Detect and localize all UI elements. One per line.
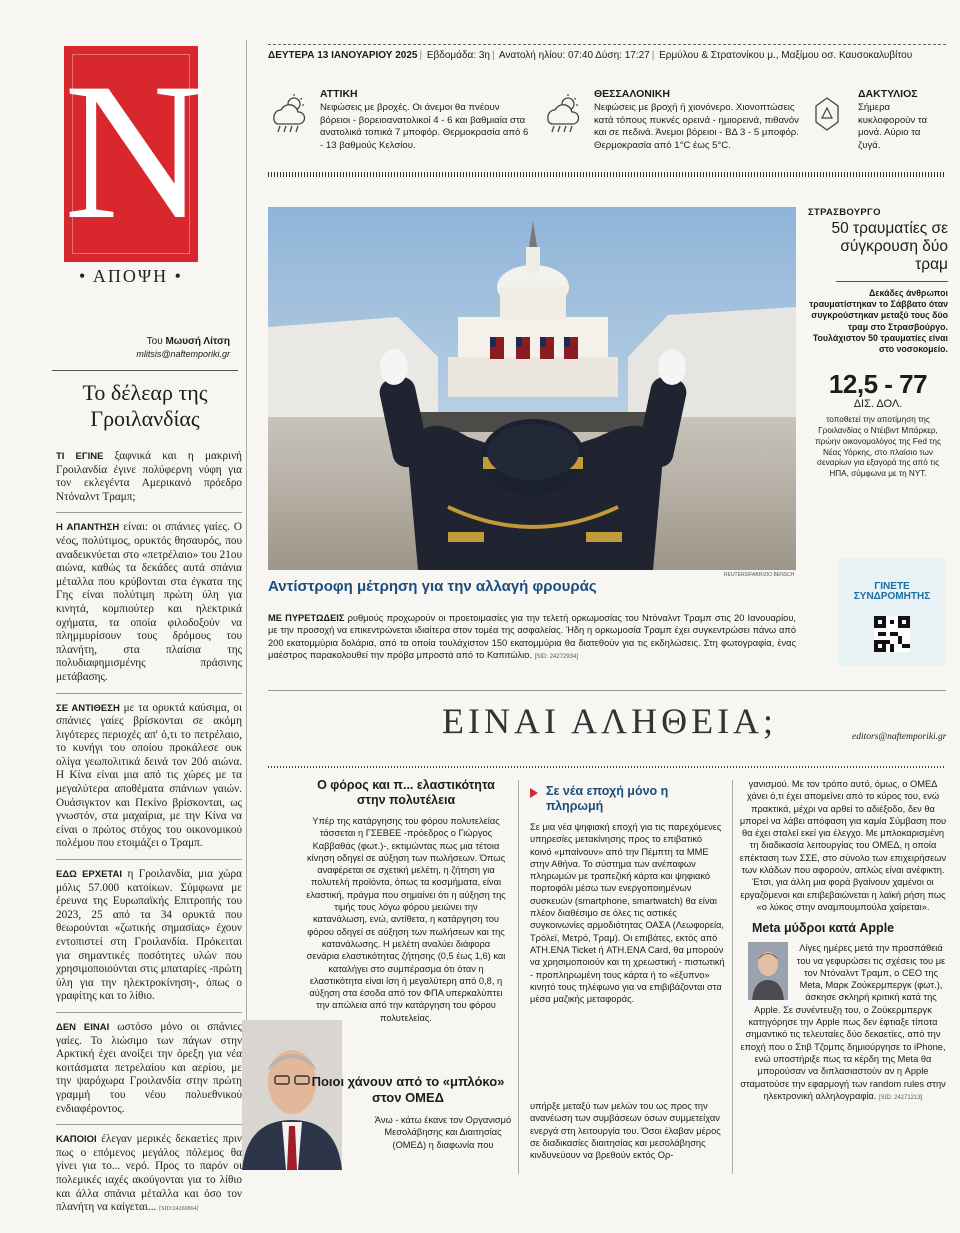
qr-code-icon[interactable]	[874, 616, 910, 652]
sidebar-title: 50 τραυματίες σε σύγκρουση δύο τραμ	[831, 220, 948, 273]
naftemporiki-logo	[64, 43, 206, 262]
weather-city: ΔΑΚΤΥΛΙΟΣ	[858, 88, 918, 100]
weather-city: ΘΕΣΣΑΛΟΝΙΚΗ	[594, 88, 670, 100]
traffic-ring-icon	[806, 92, 848, 134]
section-title: ΕΙΝΑΙ ΑΛΗΘΕΙΑ;	[442, 701, 778, 741]
promo-title[interactable]: ΓΙΝΕΤΕ ΣΥΝΔΡΟΜΗΤΗΣ	[853, 581, 931, 602]
article-payment	[530, 784, 726, 1005]
article-omed	[300, 1074, 516, 1151]
opinion-paragraph: Η ΑΠΑΝΤΗΣΗ είναι: οι σπάνιες γαίες. Ο νέος, πολύτιμος, ορυκτός θησαυρός, που αναδεικνύεται στο «πετρέλαιο» του 21ου αιώνα, καθώς τα δεκάδες αυτά σπάνια μέταλλα που κρύβονται στα έγκατα της Γης είναι πολύτιμη πρώτη ύλη για κινητά, κομπιούτερ και ηλεκτρικά οχήματα, τα οποία φιλοδοξούν να πλημμυρίσουν τους δρόμους του πλανήτη, στα πλαίσια της πολυδιαφημισμένης πράσινης μετάβασης.	[56, 521, 242, 693]
opinion-paragraph: ΚΑΠΟΙΟΙ έλεγαν μερικές δεκαετίες πριν πως ο επόμενος μεγάλος πόλεμος θα γίνει για το... νερό. Προς το παρόν οι πολεμικές ιαχές ακούγονται για το λίθιο και άλλα σπάνια μέταλλα και όσο τον πλανήτη να καίγεται... [SID:24260864]	[56, 1133, 242, 1214]
section-label-opinion: • ΑΠΟΨΗ •	[79, 266, 183, 286]
logo-letter: N	[64, 43, 206, 260]
opinion-column	[52, 40, 243, 1214]
subscribe-promo[interactable]	[838, 558, 946, 666]
photo-credit: REUTERS/FABRIZIO BENSCH	[724, 572, 795, 578]
byline-email[interactable]: mlitsis@naftemporiki.gr	[136, 349, 230, 359]
byline	[52, 336, 230, 361]
weather-text: Νεφώσεις με βροχή ή χιονόνερο. Χιονοπτώσεις κατά τόπους πυκνές ορεινά - ημιορεινά, πιθανόν και σε πεδινά. Άνεμοι βόρειοι - ΒΔ 3 - 5 μποφόρ. Θερμοκρασία από 1°C έως 5°C.	[594, 102, 799, 151]
main-photo-capitol	[268, 207, 796, 570]
column-divider	[246, 40, 247, 1170]
divider	[268, 766, 946, 768]
divider	[836, 281, 948, 282]
article-continued: γανισμού. Με τον τρόπο αυτό, όμως, ο ΟΜΕΔ χάνει ό,τι έχει απομείνει από το κύρος του, ενώ πρακτικά, μέχρι να αρθεί το αδιέξοδο, δεν θα μπορεί να λάβει απόφαση για καμία Σύμβαση που θα έχει σταλεί εκεί για έλεγχο. Με μπλοκαρισμένη τη διαδικασία λειτουργίας του ΟΜΕΔ, η οποία επέκταση των ΣΣΕ, στο σύνολο των επιχειρήσεων των κλάδων που αφορούν, απλώς είναι ανέφικτη. Έτσι, για άλλη μια φορά βγαίνουν χαμένοι οι εργαζόμενοι και επιβεβαιώνεται η λαϊκή ρήση πως «ο λύκος στην αναμπουμπούλα χαίρεται».	[739, 779, 947, 912]
byline-author: Μωυσή Λίτση	[165, 336, 230, 347]
article-meta-apple	[738, 778, 948, 1104]
sun-times: Ανατολή ηλίου: 07:40 Δύση: 17:27	[498, 50, 650, 61]
sidebar-news	[808, 207, 948, 480]
cloud-snow-icon	[542, 92, 584, 134]
cloud-rain-sun-icon	[268, 92, 310, 134]
opinion-paragraph: ΕΔΩ ΕΡΧΕΤΑΙ η Γροιλανδία, μια χώρα μόλις 57.000 κατοίκων. Σύμφωνα με έρευνα της Ευρωπαϊκής Επιτροπής του 2023, 25 από τα 34 ορυκτά που θεωρούνται «ζωτικής σημασίας» έχουν εντοπιστεί στη Γροιλανδία. Πρόκειται για σημαντικές ποσότητες υλών που χρησιμοποιούνται στις μπαταρίες -πρώτη ύλη για την ηλεκτροκίνηση-, όπως ο γραφίτης και το λίθιο.	[56, 868, 242, 1013]
article-omed-continued	[530, 1100, 726, 1161]
divider	[52, 370, 238, 371]
opinion-body	[56, 450, 242, 1233]
column-divider	[518, 780, 519, 1174]
article-headline: Ποιοι χάνουν από το «μπλόκο» στον ΟΜΕΔ	[311, 1074, 505, 1105]
article-body: Υπέρ της κατάργησης του φόρου πολυτελείας τάσσεται η ΓΣΕΒΕΕ -πρόεδρος ο Γιώργος Καββαθάς (φωτ.)-, εκτιμώντας πως μια τέτοια κίνηση οδηγεί σε αύξηση των πωλήσεων. Όπως αναφέρεται σε σχετική μελέτη, η ζήτηση για πολυτελή προϊόντα, όπως τα κοσμήματα, είναι ελαστική, πράγμα που σημαίνει ότι η αύξηση της τιμής τους λόγω φόρου μειώνει την κατανάλωση, ενώ, αντίθετα, η κατάργηση του φόρου οδηγεί σε αύξηση των πωλήσεων και της κατανάλωσης. Η μελέτη αναλύει διάφορα σενάρια ελαστικότητας ζήτησης (0,5 έως 1,6) και καταλήγει στο συμπέρασμα ότι όταν η ελαστικότητα είναι ίση ή μεγαλύτερη από 0,8, η αύξηση στα έσοδα από τον ΦΠΑ υπερκαλύπτει την απώλεια από την κατάργηση του φόρου πολυτελείας.	[306, 816, 506, 1023]
article-headline: Σε νέα εποχή μόνο η πληρωμή	[530, 784, 726, 814]
date-bar: ΔΕΥΤΕΡΑ 13 ΙΑΝΟΥΑΡΙΟΥ 2025 | Εβδομάδα: 3η | Ανατολή ηλίου: 07:40 Δύση: 17:27 | Ερμύλου & Στρατονίκου μ., Μαξίμου οσ. Καυσοκαλυβίτου	[268, 50, 913, 61]
week: Εβδομάδα: 3η	[426, 50, 490, 61]
section-email[interactable]: editors@naftemporiki.gr	[852, 732, 947, 742]
sidebar-body2: τοποθετεί την αποτίμηση της Γροιλανδίας ο Ντέιβιντ Μπάρκερ, πρώην οικονομολόγος της Fed της Νέας Υόρκης, στο πλαίσιο των σεναρίων για εξαγορά της από τις ΗΠΑ, σύμφωνα με τη NYT.	[815, 415, 941, 479]
weather-text: Νεφώσεις με βροχές. Οι άνεμοι θα πνέουν βόρειοι - βορειοανατολικοί 4 - 6 και βαθμιαία στα ανατολικά τοπικά 7 μποφόρ. Θερμοκρασία από 6 - 13 βαθμούς Κελσίου.	[320, 102, 529, 151]
divider	[268, 44, 946, 45]
byline-prefix: Του	[146, 336, 163, 347]
article-luxury-tax	[306, 778, 506, 1024]
nameday: Ερμύλου & Στρατονίκου μ., Μαξίμου οσ. Καυσοκαλυβίτου	[659, 50, 913, 61]
opinion-paragraph: ΤΙ ΕΓΙΝΕ ξαφνικά και η μακρινή Γροιλανδία έγινε πολύφερνη νύφη για τον εκλεγέντα Αμερικανό πρόεδρο Ντόναλντ Τραμπ;	[56, 450, 242, 513]
article-body: Σε μια νέα ψηφιακή εποχή για τις παρεχόμενες υπηρεσίες μετακίνησης προς το επιβατικό κοινό «μπαίνουν» από την Πέμπτη τα ΜΜΕ στην Αθήνα. Το σύστημα των ανέπαφων πληρωμών με τραπεζική κάρτα και ψηφιακό πορτοφόλι μέσω των ενεργοποιημένων συσκευών (smartphone, smartwatch) θα είναι πλέον διαθέσιμο σε όλες τις αστικές συγκοινωνίες αρμοδιότητας ΟΑΣΑ (Λεωφορεία, Τρόλεϊ, Μετρό, Τραμ). Οι επιβάτες, εκτός από ATH.ENA Ticket ή ATH.ENA Card, θα μπορούν να χρησιμοποιούν και τη χρεωστική - πιστωτική - προπληρωμένη τους κάρτα ή το «έξυπνο» κινητό τους τηλέφωνο για να επιβιβάζονται στα μέσα μαζικής μεταφοράς.	[530, 822, 725, 1005]
article-body: Άνω - κάτω έκανε τον Οργανισμό Μεσολάβησης και Διαιτησίας (ΟΜΕΔ) η διαφωνία που	[374, 1115, 512, 1150]
sidebar-big-number: 12,5 - 77	[828, 369, 928, 400]
opinion-paragraph: ΣΕ ΑΝΤΙΘΕΣΗ με τα ορυκτά καύσιμα, οι σπάνιες γαίες βρίσκονται σε ακόμη λιγότερες περιοχές απ' ό,τι το πετρέλαιο, το κυνήγι του οποίου προκάλεσε ουκ ολίγα γεωπολιτικά δεινά τον 20ό αιώνα. Η Κίνα είναι μια από τις χώρες με τα μεγαλύτερα αποθέματα σπάνιων γαιών. Ουάσιγκτον και Πεκίνο βρίσκονται, ως γνωστόν, στα μαχαίρια, με την Κίνα να είναι ο πρώτος στόχος του οικονομικού πολέμου που ετοιμάζει ο Τραμπ.	[56, 702, 242, 861]
article-body: Λίγες ημέρες μετά την προσπάθειά του να γεφυρώσει τις σχέσεις του με τον Ντόναλντ Τραμπ, ο CEO της Meta, Μαρκ Ζούκερμπεργκ (φωτ.), άσκησε σκληρή κριτική κατά της Apple. Σε συνέντευξη του, ο Ζούκερμπεργκ κατηγόρησε την Apple πως δεν έφτιαξε τίποτα σημαντικό τις τελευταίες δύο δεκαετίες, από την εποχή που ο Στιβ Τζομπς δημιούργησε το iPhone, ενώ υποστήριξε πως τα κέρδη της Meta θα μπορούσαν να διπλασιαστούν αν η Apple σταματούσε την εφαρμογή των random rules στην ηλεκτρονική αλληλογραφία. [SID: 24271213]	[740, 943, 946, 1101]
article-headline: Ο φόρος και π... ελαστικότητα στην πολυτέλεια	[317, 778, 495, 807]
photo-headline: Αντίστροφη μέτρηση για την αλλαγή φρουράς	[268, 578, 597, 595]
opinion-title: Το δέλεαρ της Γροιλανδίας	[82, 380, 208, 431]
sidebar-kicker: ΣΤΡΑΣΒΟΥΡΓΟ	[808, 207, 881, 218]
divider	[268, 690, 946, 691]
date: ΔΕΥΤΕΡΑ 13 ΙΑΝΟΥΑΡΙΟΥ 2025	[268, 50, 418, 61]
weather-city: ΑΤΤΙΚΗ	[320, 88, 358, 100]
article-body: υπήρξε μεταξύ των μελών του ως προς την ανανέωση των συμβάσεων όσων συμμετείχαν ενεργά στη λειτουργία του. Όσοι έλαβαν μέρος σε διαδικασίες διαιτησίας και μεσολάβησης κινδυνεύουν να βρεθούν εκτός Ορ-	[530, 1101, 721, 1161]
opinion-paragraph: ΔΕΝ ΕΙΝΑΙ ωστόσο μόνο οι σπάνιες γαίες. Το λιώσιμο των πάγων στην Αρκτική έχει ανοίξει την όρεξη για νέα κοιτάσματα πετρελαίου και αερίου, με την ψαρόχωρα Γροιλανδία στην πρώτη γραμμή του νέου πολυεθνικού ενδιαφέροντος.	[56, 1021, 242, 1125]
weather-text: Σήμερα κυκλοφορούν τα μονά. Αύριο τα ζυγά.	[858, 102, 928, 151]
photo-caption: ΜΕ ΠΥΡΕΤΩΔΕΙΣ ρυθμούς προχωρούν οι προετοιμασίες για την τελετή ορκωμοσίας του Ντόναλντ Τραμπ στις 20 Ιανουαρίου, με την προσοχή να επικεντρώνεται ιδιαίτερα στον τομέα της ασφαλείας. Ήδη η ορκωμοσία Τραμπ έχει συγκεντρώσει πάνω από 200 εκατομμύρια δολάρια, από τα οποία τουλάχιστον 150 εκατομμύρια θα διατεθούν για τις εκδηλώσεις. Στη φωτογραφία, ένας μαέστρος παρακολουθεί την πρόβα μπροστά από το Καπιτώλιο. [SID: 24272934]	[268, 613, 796, 661]
divider	[268, 172, 946, 177]
column-divider	[732, 780, 733, 1174]
article-headline: Meta μύδροι κατά Apple	[752, 921, 895, 936]
sidebar-big-unit: ΔΙΣ. ΔΟΛ.	[853, 398, 903, 411]
zuckerberg-photo	[748, 942, 788, 1000]
sidebar-body: Δεκάδες άνθρωποι τραυματίστηκαν το Σάββατο όταν συγκρούστηκαν μεταξύ τους δύο τραμ στο Στρασβούργο. Τουλάχιστον 50 τραυματίες είναι στο νοσοκομείο.	[809, 288, 948, 355]
